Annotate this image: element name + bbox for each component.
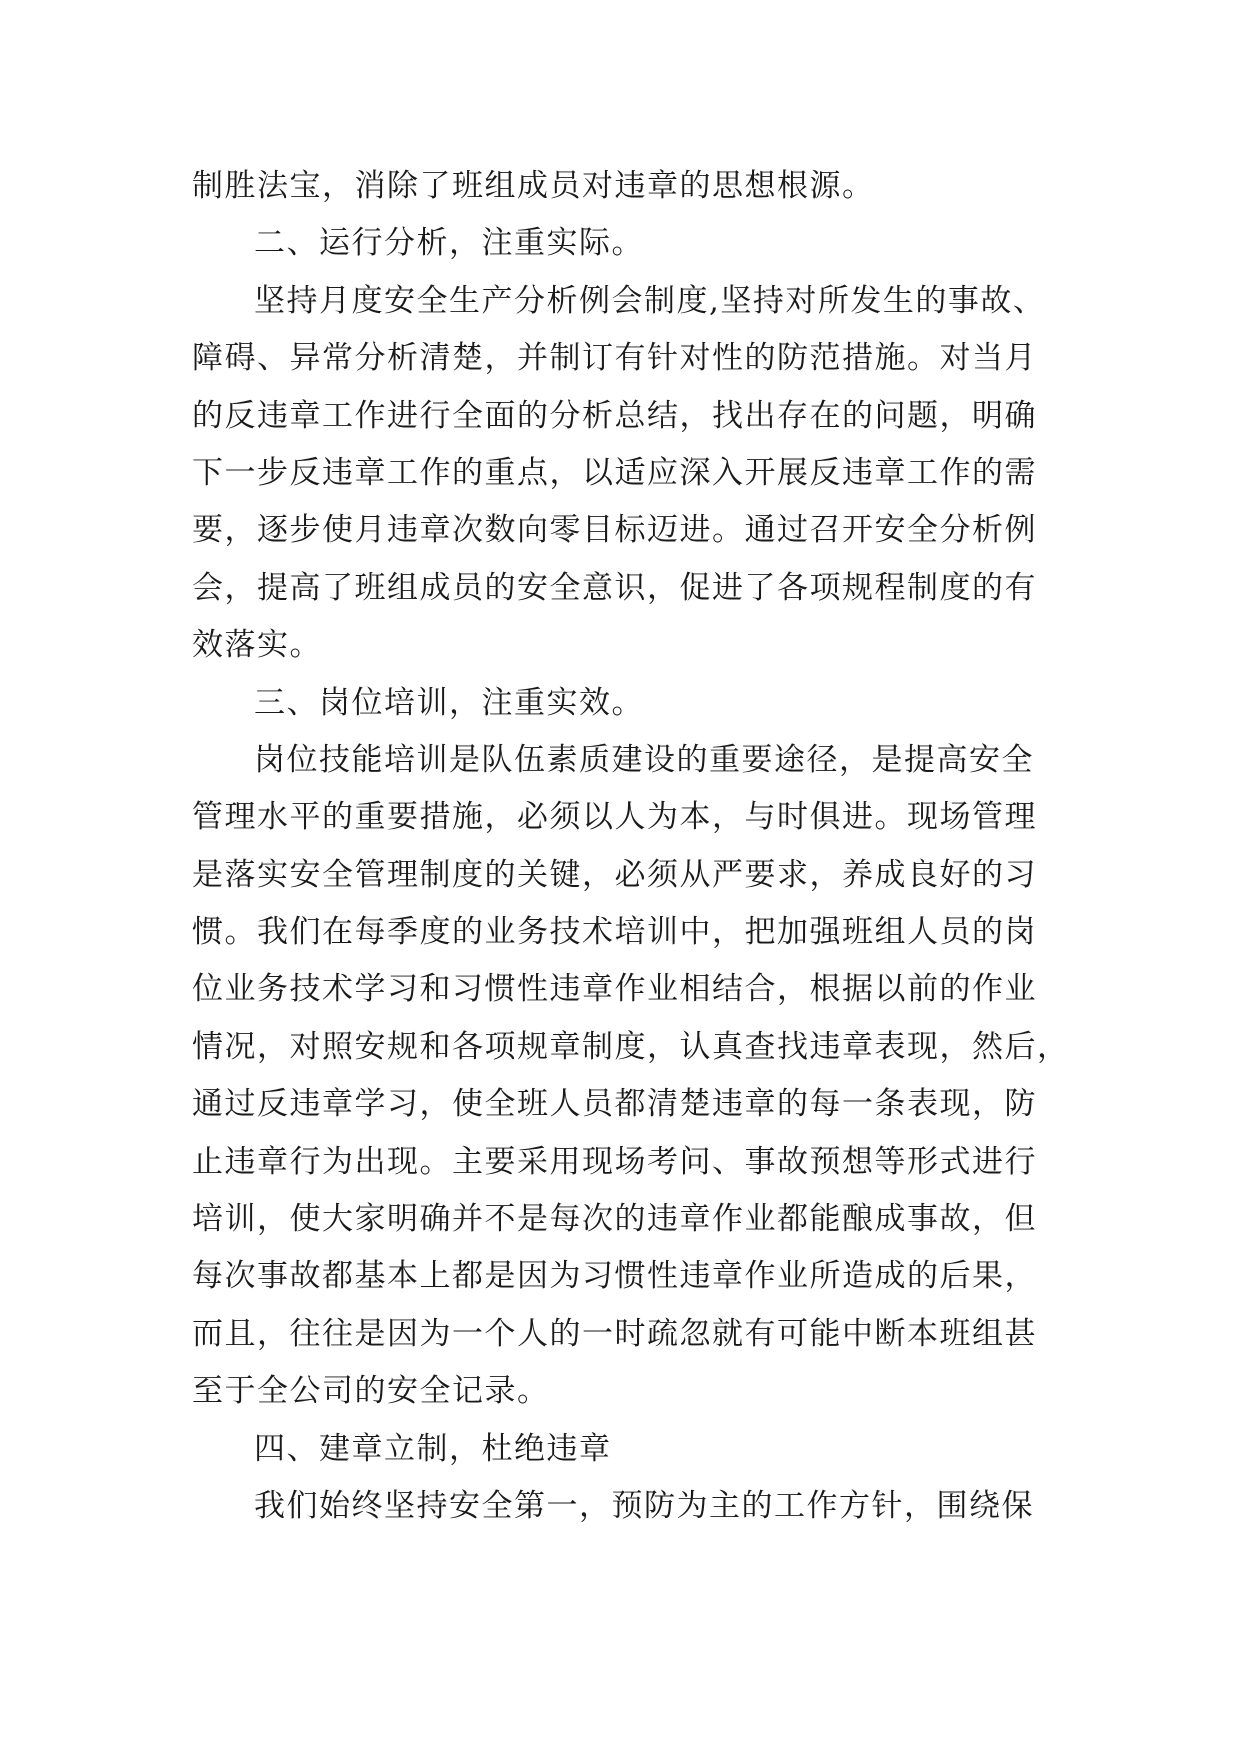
text-line: 至于全公司的安全记录。 — [192, 1373, 550, 1410]
text-line: 而且，往往是因为一个人的一时疏忽就有可能中断本班组甚 — [192, 1315, 1037, 1352]
text-line: 障碍、异常分析清楚，并制订有针对性的防范措施。对当月 — [192, 340, 1037, 377]
text-line: 情况，对照安规和各项规章制度，认真查找违章表现，然后， — [192, 1028, 1070, 1065]
text-line: 下一步反违章工作的重点，以适应深入开展反违章工作的需 — [192, 454, 1037, 491]
document-body — [192, 158, 1092, 1535]
text-line: 惯。我们在每季度的业务技术培训中，把加强班组人员的岗 — [192, 914, 1037, 951]
text-line: 制胜法宝，消除了班组成员对违章的思想根源。 — [192, 168, 875, 204]
text-line: 的反违章工作进行全面的分析总结，找出存在的问题，明确 — [192, 397, 1037, 434]
text-line: 是落实安全管理制度的关键，必须从严要求，养成良好的习 — [192, 856, 1037, 893]
text-line: 效落实。 — [192, 627, 322, 664]
section-heading-4: 四、建章立制，杜绝违章 — [254, 1430, 612, 1467]
text-line: 会，提高了班组成员的安全意识，促进了各项规程制度的有 — [192, 569, 1037, 606]
text-line: 坚持月度安全生产分析例会制度,坚持对所发生的事故、 — [254, 282, 1046, 319]
section-heading-3: 三、岗位培训，注重实效。 — [254, 684, 644, 721]
section-heading-2: 二、运行分析，注重实际。 — [254, 225, 644, 262]
text-line: 止违章行为出现。主要采用现场考问、事故预想等形式进行 — [192, 1143, 1037, 1180]
text-line: 管理水平的重要措施，必须以人为本，与时俱进。现场管理 — [192, 799, 1037, 836]
text-line: 通过反违章学习，使全班人员都清楚违章的每一条表现，防 — [192, 1086, 1037, 1123]
text-line: 要，逐步使月违章次数向零目标迈进。通过召开安全分析例 — [192, 512, 1037, 549]
text-line: 我们始终坚持安全第一，预防为主的工作方针，围绕保 — [254, 1487, 1034, 1524]
text-line: 岗位技能培训是队伍素质建设的重要途径，是提高安全 — [254, 741, 1034, 778]
text-line: 培训，使大家明确并不是每次的违章作业都能酿成事故，但 — [192, 1201, 1037, 1238]
text-line: 每次事故都基本上都是因为习惯性违章作业所造成的后果， — [192, 1258, 1037, 1295]
text-line: 位业务技术学习和习惯性违章作业相结合，根据以前的作业 — [192, 971, 1037, 1008]
